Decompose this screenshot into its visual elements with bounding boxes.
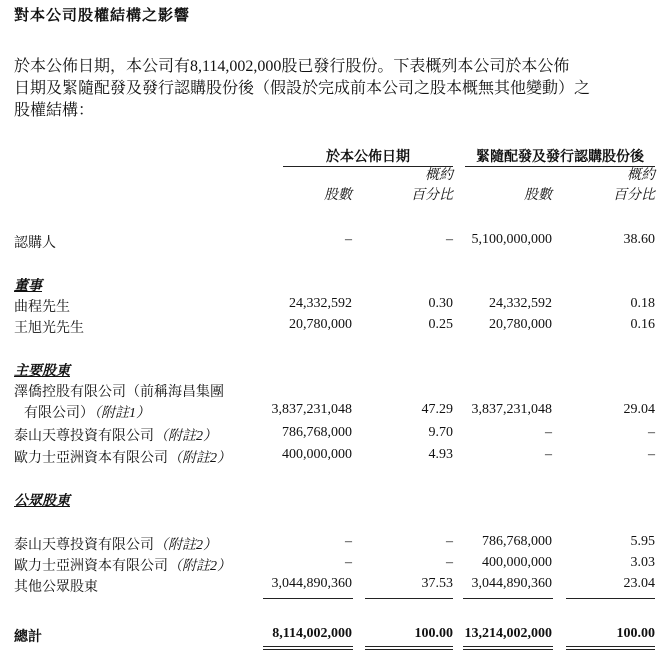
pct-after: 23.04	[623, 576, 655, 591]
pct-after: 29.04	[623, 402, 655, 417]
pct-before: 0.25	[428, 317, 453, 332]
row-label: 泰山天尊投資有限公司（附註2）	[14, 429, 217, 444]
shares-before: 3,044,890,360	[271, 576, 352, 591]
row-label: 王旭光先生	[14, 321, 84, 336]
row-note: （附註2）	[154, 538, 217, 553]
pct-before: 37.53	[421, 576, 453, 591]
section-title: 對本公司股權結構之影響	[14, 6, 191, 24]
total-double-rule	[365, 646, 453, 650]
pct-after: 3.03	[630, 555, 655, 570]
pct-before: –	[446, 232, 453, 247]
shares-after: 3,044,890,360	[471, 576, 552, 591]
section-substantial-shareholders: 主要股東	[14, 364, 70, 379]
paragraph-line: 於本公佈日期，本公司有8,114,002,000股已發行股份。下表概列本公司於本公佈	[14, 58, 570, 75]
pct-after: –	[648, 447, 655, 462]
total-double-rule	[263, 646, 353, 650]
header-announcement-date: 於本公佈日期	[326, 150, 410, 165]
subtotal-rule	[463, 598, 553, 599]
shares-after: 786,768,000	[482, 534, 552, 549]
subtotal-rule	[263, 598, 353, 599]
paragraph-line: 股權結構：	[14, 102, 95, 119]
pct-before: 0.30	[428, 296, 453, 311]
row-label: 認購人	[14, 236, 56, 251]
shares-after: 5,100,000,000	[471, 232, 552, 247]
shares-before: 20,780,000	[289, 317, 352, 332]
pct-before: 4.93	[428, 447, 453, 462]
subtotal-rule	[365, 598, 453, 599]
shares-before: –	[345, 555, 352, 570]
total-double-rule	[566, 646, 655, 650]
paragraph-line: 日期及緊隨配發及發行認購股份後（假設於完成前本公司之股本概無其他變動）之	[14, 80, 591, 97]
intro-paragraph	[14, 56, 654, 122]
total-shares-before: 8,114,002,000	[272, 626, 352, 641]
pct-before: 9.70	[428, 425, 453, 440]
total-pct-after: 100.00	[616, 626, 655, 641]
row-note: （附註2）	[168, 559, 231, 574]
pct-after: 38.60	[623, 232, 655, 247]
col-shares-2: 股數	[524, 188, 552, 203]
header-after-allotment: 緊隨配發及發行認購股份後	[476, 150, 644, 165]
total-pct-before: 100.00	[414, 626, 453, 641]
row-note: （附註2）	[168, 451, 231, 466]
subtotal-rule	[566, 598, 655, 599]
total-double-rule	[463, 646, 553, 650]
shares-before: –	[345, 232, 352, 247]
row-label: 歐力士亞洲資本有限公司（附註2）	[14, 559, 231, 574]
row-label: 澤僑控股有限公司（前稱海昌集團	[14, 385, 224, 400]
total-label: 總計	[14, 630, 42, 645]
shares-before: 400,000,000	[282, 447, 352, 462]
pct-after: 0.16	[630, 317, 655, 332]
shares-after: –	[545, 425, 552, 440]
pct-after: –	[648, 425, 655, 440]
section-public-shareholders: 公眾股東	[14, 494, 70, 509]
section-directors: 董事	[14, 279, 42, 294]
row-note: （附註2）	[154, 429, 217, 444]
col-pct-1: 概約 百分比	[411, 168, 453, 203]
shares-after: 20,780,000	[489, 317, 552, 332]
col-pct-2: 概約 百分比	[613, 168, 655, 203]
row-label-cont: 有限公司）（附註1）	[24, 406, 150, 421]
col-shares-1: 股數	[324, 188, 352, 203]
shares-before: 786,768,000	[282, 425, 352, 440]
shares-after: 24,332,592	[489, 296, 552, 311]
pct-before: –	[446, 534, 453, 549]
row-label: 歐力士亞洲資本有限公司（附註2）	[14, 451, 231, 466]
shares-before: 24,332,592	[289, 296, 352, 311]
pct-before: –	[446, 555, 453, 570]
row-label: 泰山天尊投資有限公司（附註2）	[14, 538, 217, 553]
pct-after: 0.18	[630, 296, 655, 311]
pct-after: 5.95	[630, 534, 655, 549]
shares-after: 400,000,000	[482, 555, 552, 570]
shares-before: 3,837,231,048	[271, 402, 352, 417]
row-note: （附註1）	[94, 406, 150, 421]
row-label: 其他公眾股東	[14, 580, 98, 595]
shares-after: –	[545, 447, 552, 462]
shares-after: 3,837,231,048	[471, 402, 552, 417]
row-label: 曲程先生	[14, 300, 70, 315]
shares-before: –	[345, 534, 352, 549]
pct-before: 47.29	[421, 402, 453, 417]
total-shares-after: 13,214,002,000	[464, 626, 552, 641]
